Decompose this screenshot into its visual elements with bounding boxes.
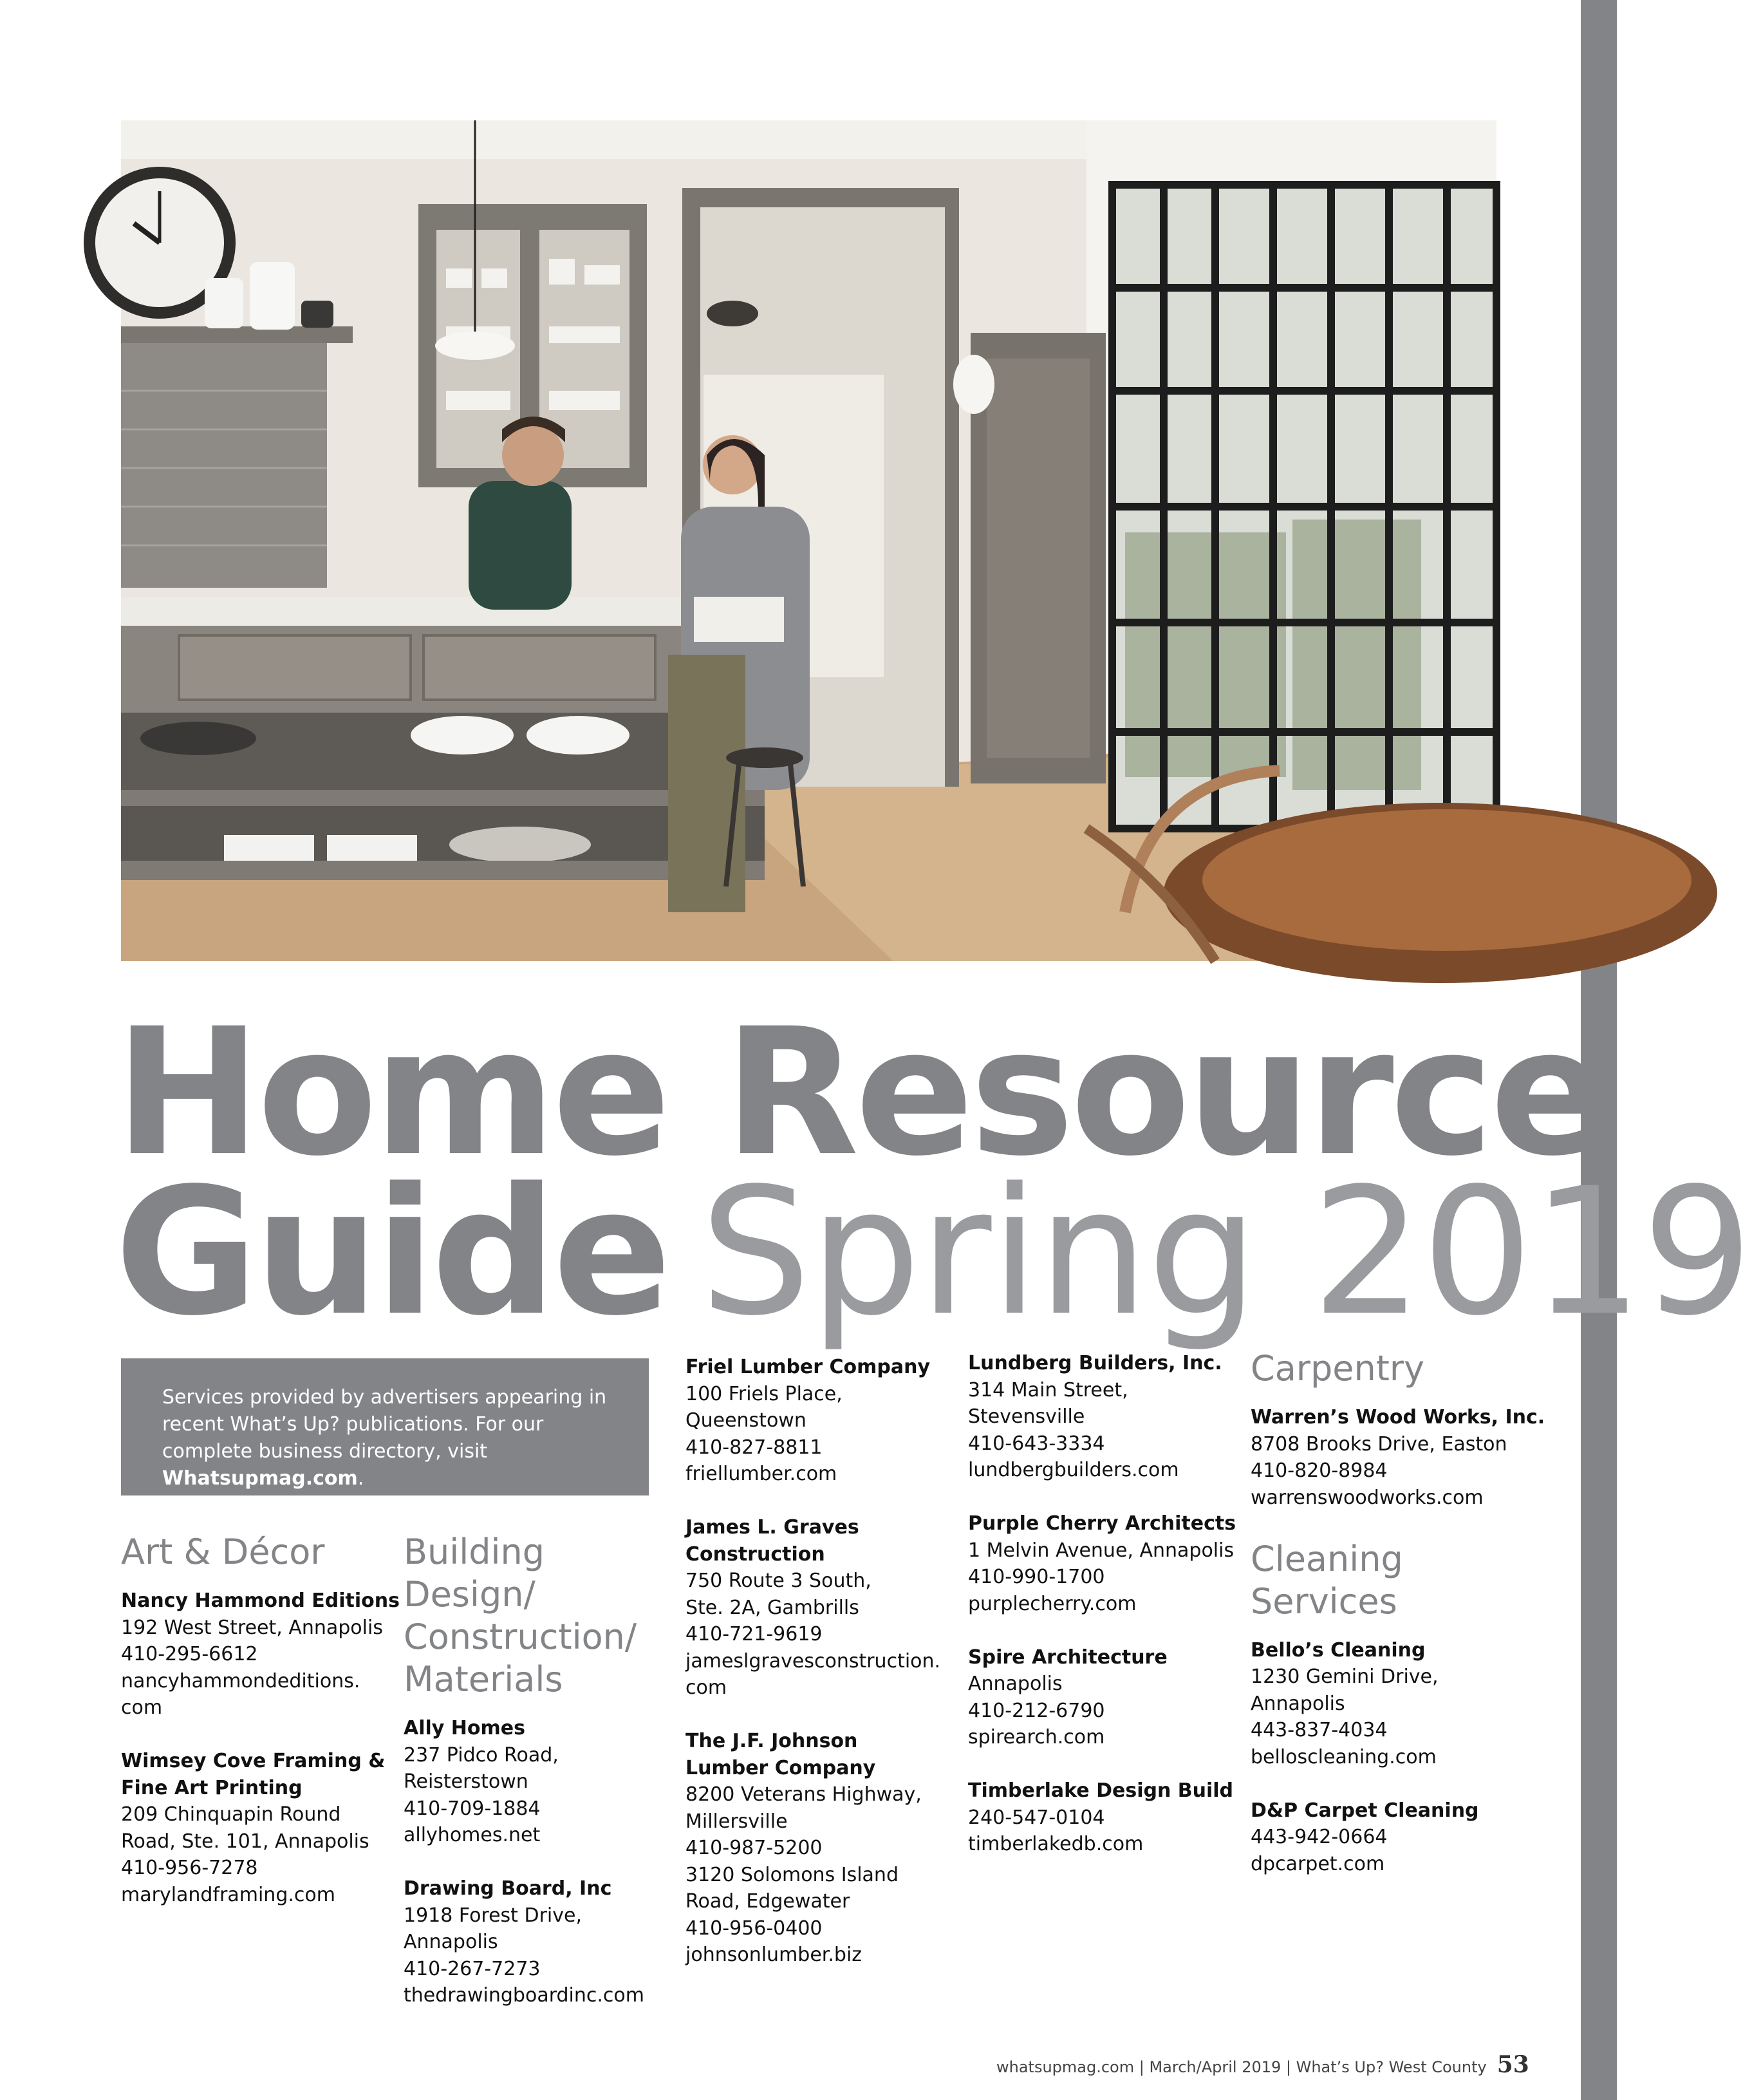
listing-entry xyxy=(1251,1637,1521,1771)
phone-line: 410-721-9619 xyxy=(685,1623,823,1645)
business-name: The J.F. Johnson xyxy=(685,1730,858,1752)
address-line: Annapolis xyxy=(404,1931,498,1953)
website-line[interactable]: marylandframing.com xyxy=(121,1883,335,1906)
address-line: Reisterstown xyxy=(404,1770,528,1793)
column-building-2 xyxy=(685,1354,956,1995)
address-line: Ste. 2A, Gambrills xyxy=(685,1596,859,1619)
intro-text: Services provided by advertisers appearing in recent What’s Up? publications. For our complete business directory, visit xyxy=(162,1386,607,1463)
listing-entry xyxy=(121,1588,400,1721)
column-building-1 xyxy=(404,1531,674,2036)
phone-line: 240-547-0104 xyxy=(968,1806,1105,1829)
section-heading-cleaning xyxy=(1251,1538,1521,1623)
business-name: Nancy Hammond Editions xyxy=(121,1589,400,1612)
website-line[interactable]: johnsonlumber.biz xyxy=(685,1944,862,1966)
page-footer xyxy=(996,2051,1529,2078)
phone-line: 410-212-6790 xyxy=(968,1699,1105,1722)
address-line: Road, Ste. 101, Annapolis xyxy=(121,1830,369,1853)
address-line: 1230 Gemini Drive, xyxy=(1251,1665,1439,1688)
address-line: Annapolis xyxy=(968,1673,1063,1695)
address-line: 3120 Solomons Island xyxy=(685,1863,899,1886)
website-line[interactable]: friellumber.com xyxy=(685,1463,837,1485)
heading-line: Materials xyxy=(404,1659,563,1700)
phone-line: 410-267-7273 xyxy=(404,1957,541,1980)
address-line: 750 Route 3 South, xyxy=(685,1570,871,1592)
business-name: D&P Carpet Cleaning xyxy=(1251,1799,1479,1822)
column-carpentry-cleaning xyxy=(1251,1347,1545,1904)
heading-line: Building Design/ xyxy=(404,1532,545,1615)
intro-box xyxy=(121,1358,649,1495)
address-line: Queenstown xyxy=(685,1409,806,1432)
website-line[interactable]: belloscleaning.com xyxy=(1251,1745,1437,1768)
website-line[interactable]: allyhomes.net xyxy=(404,1824,541,1846)
address-line: 8708 Brooks Drive, Easton xyxy=(1251,1432,1507,1456)
website-line-cont[interactable]: com xyxy=(685,1676,727,1699)
address-line: Millersville xyxy=(685,1810,788,1833)
phone-line: 410-820-8984 xyxy=(1251,1459,1388,1482)
section-heading-art: Art & Décor xyxy=(121,1532,325,1572)
listing-entry xyxy=(968,1777,1238,1858)
business-name: Lundberg Builders, Inc. xyxy=(968,1352,1222,1374)
heading-line: Cleaning xyxy=(1251,1538,1403,1579)
kitchen-photo xyxy=(121,120,1496,961)
website-line[interactable]: warrenswoodworks.com xyxy=(1251,1486,1484,1509)
intro-end: . xyxy=(357,1467,364,1490)
listing-entry xyxy=(404,1715,674,1849)
listing-entry xyxy=(121,1748,386,1908)
section-heading-carpentry: Carpentry xyxy=(1251,1348,1425,1389)
address-line: 192 West Street, Annapolis xyxy=(121,1616,383,1639)
phone-line: 410-956-7278 xyxy=(121,1857,258,1879)
footer-text: whatsupmag.com | March/April 2019 | What’s Up? West County xyxy=(996,2058,1487,2076)
phone-line: 410-956-0400 xyxy=(685,1917,823,1940)
heading-line: Construction/ xyxy=(404,1617,637,1657)
page-title-line2 xyxy=(115,1151,1752,1355)
business-name: Wimsey Cove Framing & xyxy=(121,1750,386,1772)
directory-link[interactable]: Whatsupmag.com xyxy=(162,1467,358,1490)
business-name: James L. Graves xyxy=(685,1516,859,1539)
business-name: Friel Lumber Company xyxy=(685,1356,931,1378)
phone-line: 443-942-0664 xyxy=(1251,1826,1388,1848)
business-name-cont: Construction xyxy=(685,1542,825,1566)
column-building-3 xyxy=(968,1350,1238,1884)
address-line: 1918 Forest Drive, xyxy=(404,1904,582,1927)
business-name-cont: Fine Art Printing xyxy=(121,1776,303,1799)
listing-entry xyxy=(1251,1797,1521,1878)
listing-entry xyxy=(685,1514,956,1702)
website-line[interactable]: dpcarpet.com xyxy=(1251,1852,1385,1875)
business-name: Timberlake Design Build xyxy=(968,1779,1234,1802)
phone-line: 410-709-1884 xyxy=(404,1797,541,1820)
address-line: 314 Main Street, xyxy=(968,1378,1128,1402)
phone-line: 410-827-8811 xyxy=(685,1436,823,1459)
business-name: Spire Architecture xyxy=(968,1645,1168,1669)
section-heading-building xyxy=(404,1531,674,1701)
address-line: 1 Melvin Avenue, Annapolis xyxy=(968,1539,1235,1562)
listing-entry xyxy=(404,1875,674,2009)
business-name: Ally Homes xyxy=(404,1717,525,1739)
phone-line: 410-643-3334 xyxy=(968,1432,1105,1455)
column-art-decor xyxy=(121,1531,400,1935)
listing-entry xyxy=(968,1350,1238,1484)
website-line[interactable]: spirearch.com xyxy=(968,1726,1105,1748)
business-name: Bello’s Cleaning xyxy=(1251,1638,1426,1662)
listing-entry xyxy=(968,1644,1238,1751)
phone-line: 410-987-5200 xyxy=(685,1837,823,1859)
website-line[interactable]: purplecherry.com xyxy=(968,1592,1137,1615)
title-season: Spring 2019 xyxy=(700,1151,1752,1355)
page-title-line1: Home Resource xyxy=(115,991,1605,1195)
business-name-cont: Lumber Company xyxy=(685,1756,876,1779)
website-line[interactable]: jameslgravesconstruction. xyxy=(685,1649,941,1673)
phone-line: 410-990-1700 xyxy=(968,1566,1105,1588)
business-name: Drawing Board, Inc xyxy=(404,1877,612,1900)
address-line: 237 Pidco Road, xyxy=(404,1743,559,1767)
title-guide: Guide xyxy=(115,1151,668,1355)
listing-entry xyxy=(968,1510,1238,1617)
address-line: Stevensville xyxy=(968,1405,1085,1428)
business-name: Warren’s Wood Works, Inc. xyxy=(1251,1406,1545,1429)
phone-line: 443-837-4034 xyxy=(1251,1719,1388,1741)
website-line[interactable]: lundbergbuilders.com xyxy=(968,1459,1179,1481)
heading-line: Services xyxy=(1251,1580,1397,1622)
address-line: Road, Edgewater xyxy=(685,1890,850,1913)
business-name: Purple Cherry Architects xyxy=(968,1512,1236,1535)
website-line[interactable]: timberlakedb.com xyxy=(968,1833,1144,1855)
phone-line: 410-295-6612 xyxy=(121,1643,258,1665)
listing-entry xyxy=(685,1728,956,1969)
address-line: 8200 Veterans Highway, xyxy=(685,1783,922,1806)
website-line-cont[interactable]: com xyxy=(121,1696,163,1719)
page-number: 53 xyxy=(1496,2051,1529,2078)
website-line[interactable]: thedrawingboardinc.com xyxy=(404,1984,645,2007)
address-line: 209 Chinquapin Round xyxy=(121,1803,341,1826)
address-line: 100 Friels Place, xyxy=(685,1382,843,1405)
website-line[interactable]: nancyhammondeditions. xyxy=(121,1669,360,1692)
address-line: Annapolis xyxy=(1251,1692,1345,1715)
listing-entry xyxy=(1251,1404,1545,1511)
listing-entry xyxy=(685,1354,956,1488)
